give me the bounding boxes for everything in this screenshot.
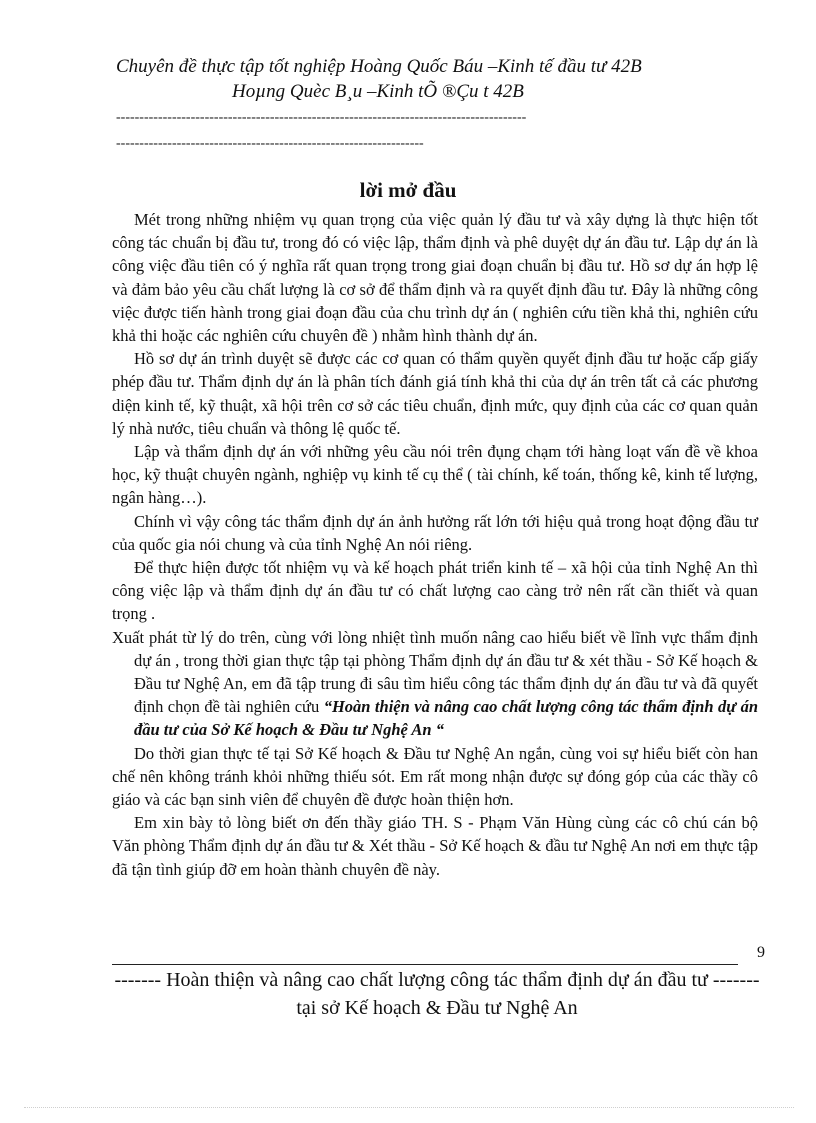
footer (112, 966, 762, 1022)
header-dash-line-2: ------------------------------------------------------------------ (116, 136, 424, 151)
page-bottom-dotted-border (24, 1107, 794, 1108)
header-line-1: Chuyên đề thực tập tốt nghiệp Hoàng Quốc Báu –Kinh tế đầu tư 42B (116, 56, 642, 77)
paragraph-4: Chính vì vậy công tác thẩm định dự án ảnh hưởng rất lớn tới hiệu quả trong hoạt động đầu tư của quốc gia nói chung và của tỉnh Nghệ An nói riêng. (112, 511, 758, 554)
footer-line-1: ------- Hoàn thiện và nâng cao chất lượng công tác thẩm định dự án đầu tư ------- (114, 969, 760, 991)
paragraph-8: Em xin bày tỏ lòng biết ơn đến thầy giáo TH. S - Phạm Văn Hùng cùng các cô chú cán bộ Văn phòng Thẩm định dự án đầu tư & Xét thầu - Sở Kế hoạch & đầu tư Nghệ An nơi em thực tập đã tận tình giúp đỡ em hoàn thành chuyên đề này. (112, 813, 758, 879)
header-dash-line-1: ---------------------------------------------------------------------------------------- (116, 110, 527, 125)
paragraph-2: Hồ sơ dự án trình duyệt sẽ được các cơ quan có thẩm quyền quyết định đầu tư hoặc cấp giấy phép đầu tư. Thẩm định dự án là phân tích đánh giá tính khả thi của dự án trên tất cả các phương diện kinh tế, kỹ thuật, xã hội trên cơ sở các tiêu chuẩn, định mức, quy định của các cơ quan quản lý nhà nước, tiêu chuẩn và thông lệ quốc tế. (112, 349, 758, 438)
paragraph-1: Mét trong những nhiệm vụ quan trọng của việc quản lý đầu tư và xây dựng là thực hiện tốt công tác chuẩn bị đầu tư, trong đó có việc lập, thẩm định và phê duyệt dự án đầu tư. Lập dự án là công việc đầu tiên có ý nghĩa rất quan trọng trong giai đoạn chuẩn bị đầu tư. Hồ sơ dự án hợp lệ và đảm bảo yêu cầu chất lượng là cơ sở để thẩm định và ra quyết định đầu tư. Đây là những công việc được tiến hành trong giai đoạn đầu của chu trình dự án ( nghiên cứu tiền khả thi, nghiên cứu khả thi hoặc các nghiên cứu chuyên đề ) nhằm hình thành dự án. (112, 210, 758, 346)
paragraph-3: Lập và thẩm định dự án với những yêu cầu nói trên đụng chạm tới hàng loạt vấn đề về khoa học, kỹ thuật chuyên ngành, nghiệp vụ kinh tế cụ thể ( tài chính, kế toán, thống kê, kinh tế lượng, ngân hàng…). (112, 442, 758, 508)
paragraph-7: Do thời gian thực tế tại Sở Kế hoạch & Đầu tư Nghệ An ngắn, cùng voi sự hiểu biết còn han chế nên không tránh khỏi những thiếu sót. Em rất mong nhận được sự đóng góp của các thầy cô giáo và các bạn sinh viên để chuyên đề được hoàn thiện hơn. (112, 743, 758, 810)
thesis-title-emphasis: “Hoàn thiện và nâng cao chất lượng công tác thẩm định dự án đầu tư của Sở Kế hoạch & Đầu tư Nghệ An “ (134, 697, 758, 740)
footer-rule (112, 964, 738, 965)
document-body (112, 208, 758, 881)
paragraph-5: Để thực hiện được tốt nhiệm vụ và kế hoạch phát triển kinh tế – xã hội của tỉnh Nghệ An thì công việc lập và thẩm định dự án đầu tư có chất lượng cao càng trở nên rất cần thiết và quan trọng . (112, 558, 758, 624)
paragraph-6 (112, 626, 758, 742)
paragraph-6-text: Xuất phát từ lý do trên, cùng với lòng nhiệt tình muốn nâng cao hiểu biết về lĩnh vực thẩm định dự án , trong thời gian thực tập tại phòng Thẩm định dự án đầu tư & xét thầu - Sở Kế hoạch & Đầu tư Nghệ An, em đã tập trung đi sâu tìm hiểu công tác thẩm định dự án đầu tư và đã quyết định chọn đề tài nghiên cứu (112, 627, 758, 717)
page-number: 9 (757, 944, 765, 961)
footer-line-2: tại sở Kế hoạch & Đầu tư Nghệ An (296, 997, 578, 1019)
page-title: lời mở đầu (359, 178, 457, 202)
header-line-2: Hoµng Quèc B¸u –Kinh tÕ ®Çu t 42B (232, 81, 524, 102)
